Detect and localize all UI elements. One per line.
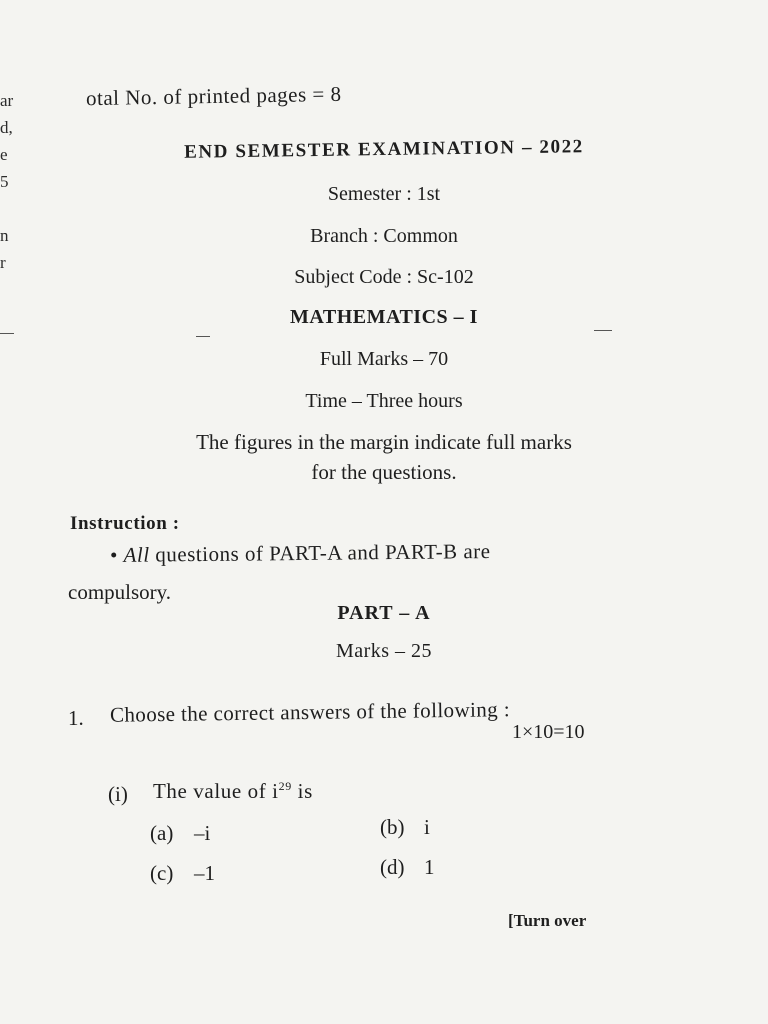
question-number: 1. [68,706,84,730]
option-b [380,815,430,840]
part-title: PART – A [337,602,431,624]
edge-fragment: d, [0,118,13,137]
subject-code-line: Subject Code : Sc-102 [294,266,474,288]
option-c [150,861,215,886]
subquestion-exponent: 29 [278,779,292,793]
option-label: (c) [150,861,174,885]
question-text: Choose the correct answers of the following : [109,697,511,727]
edge-fragment: n [0,226,9,245]
full-marks-line: Full Marks – 70 [319,348,449,370]
edge-fragment: e [0,145,8,164]
subquestion-text [153,779,313,804]
option-value: –i [194,821,211,845]
option-value: –1 [194,861,215,885]
edge-fragment: r [0,253,6,272]
option-value: 1 [424,855,435,879]
instruction-continuation: compulsory. [68,580,172,604]
exam-title: END SEMESTER EXAMINATION – 2022 [183,136,584,163]
edge-fragment: ar [0,91,14,110]
option-value: i [424,815,430,839]
option-label: (a) [150,821,174,845]
margin-rule-left [0,333,14,334]
option-label: (b) [380,815,405,839]
part-marks: Marks – 25 [335,640,433,662]
branch-line: Branch : Common [310,225,458,247]
option-d [380,855,435,880]
subquestion-text-before: The value of i [153,779,279,803]
margin-rule-right [594,330,612,331]
subject-name: MATHEMATICS – I [290,306,478,328]
semester-line: Semester : 1st [327,183,441,205]
margin-rule-mid [196,336,210,337]
bullet: • [109,542,118,567]
subquestion-text-after: is [291,779,313,803]
instruction-text [110,539,491,568]
instruction-heading: Instruction : [70,513,180,534]
edge-fragment: 5 [0,172,9,191]
turn-over-note: [Turn over [508,911,587,930]
option-a [150,821,210,846]
time-line: Time – Three hours [305,390,463,412]
margin-note-line-1: The figures in the margin indicate full marks [196,430,572,454]
option-label: (d) [380,855,405,879]
subquestion-number: (i) [108,782,128,806]
printed-pages-count: otal No. of printed pages = 8 [85,81,342,111]
margin-note-line-2: for the questions. [311,460,457,484]
instruction-emphasis: All [123,542,150,567]
question-marks: 1×10=10 [512,721,585,743]
instruction-rest: questions of PART-A and PART-B are [149,539,491,567]
